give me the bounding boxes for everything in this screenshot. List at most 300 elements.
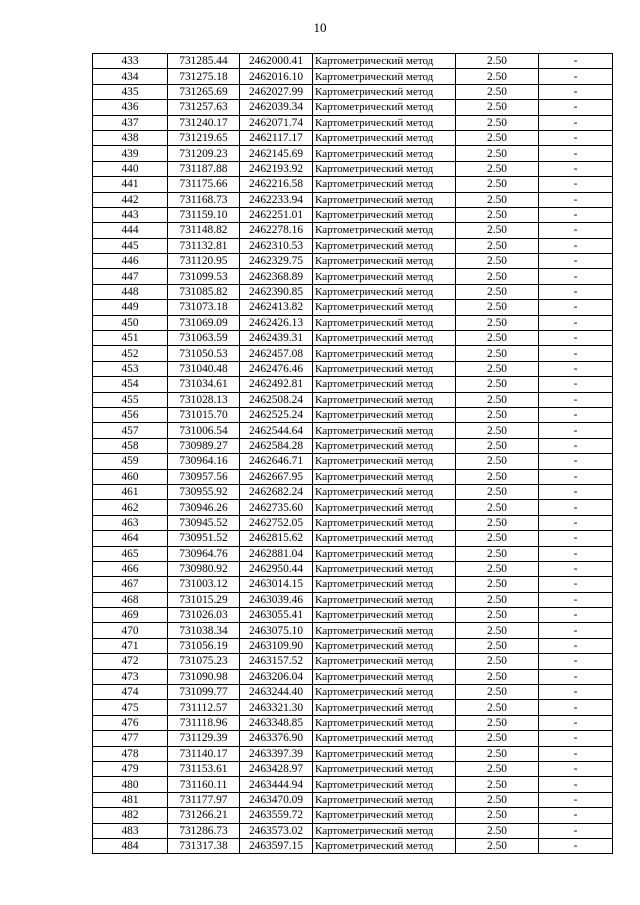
x-coordinate-cell: 731069.09 <box>168 315 240 330</box>
y-coordinate-cell: 2462525.24 <box>240 407 313 422</box>
x-coordinate-cell: 731160.11 <box>168 777 240 792</box>
x-coordinate-cell: 730955.92 <box>168 484 240 499</box>
precision-cell: 2.50 <box>456 761 539 776</box>
note-cell: - <box>539 823 613 838</box>
point-number-cell: 461 <box>93 484 168 499</box>
point-number-cell: 455 <box>93 392 168 407</box>
precision-cell: 2.50 <box>456 808 539 823</box>
precision-cell: 2.50 <box>456 223 539 238</box>
point-number-cell: 470 <box>93 623 168 638</box>
method-cell: Картометрический метод <box>313 761 456 776</box>
table-row <box>93 392 613 407</box>
table-row <box>93 207 613 222</box>
method-cell: Картометрический метод <box>313 377 456 392</box>
note-cell: - <box>539 207 613 222</box>
method-cell: Картометрический метод <box>313 54 456 69</box>
point-number-cell: 443 <box>93 207 168 222</box>
x-coordinate-cell: 731317.38 <box>168 838 240 853</box>
point-number-cell: 453 <box>93 361 168 376</box>
note-cell: - <box>539 146 613 161</box>
method-cell: Картометрический метод <box>313 300 456 315</box>
method-cell: Картометрический метод <box>313 685 456 700</box>
x-coordinate-cell: 730945.52 <box>168 515 240 530</box>
y-coordinate-cell: 2462508.24 <box>240 392 313 407</box>
note-cell: - <box>539 331 613 346</box>
point-number-cell: 475 <box>93 700 168 715</box>
table-row <box>93 746 613 761</box>
y-coordinate-cell: 2462439.31 <box>240 331 313 346</box>
precision-cell: 2.50 <box>456 454 539 469</box>
x-coordinate-cell: 731118.96 <box>168 715 240 730</box>
point-number-cell: 448 <box>93 284 168 299</box>
y-coordinate-cell: 2462544.64 <box>240 423 313 438</box>
precision-cell: 2.50 <box>456 100 539 115</box>
y-coordinate-cell: 2463055.41 <box>240 608 313 623</box>
table-row <box>93 284 613 299</box>
note-cell: - <box>539 777 613 792</box>
method-cell: Картометрический метод <box>313 315 456 330</box>
table-row <box>93 531 613 546</box>
note-cell: - <box>539 438 613 453</box>
note-cell: - <box>539 623 613 638</box>
precision-cell: 2.50 <box>456 577 539 592</box>
table-row <box>93 685 613 700</box>
method-cell: Картометрический метод <box>313 515 456 530</box>
table-row <box>93 100 613 115</box>
x-coordinate-cell: 731112.57 <box>168 700 240 715</box>
x-coordinate-cell: 730989.27 <box>168 438 240 453</box>
table-row <box>93 500 613 515</box>
table-row <box>93 54 613 69</box>
point-number-cell: 476 <box>93 715 168 730</box>
table-row <box>93 438 613 453</box>
note-cell: - <box>539 808 613 823</box>
x-coordinate-cell: 731240.17 <box>168 115 240 130</box>
point-number-cell: 452 <box>93 346 168 361</box>
note-cell: - <box>539 500 613 515</box>
table-row <box>93 823 613 838</box>
table-row <box>93 423 613 438</box>
method-cell: Картометрический метод <box>313 207 456 222</box>
method-cell: Картометрический метод <box>313 454 456 469</box>
table-row <box>93 331 613 346</box>
method-cell: Картометрический метод <box>313 623 456 638</box>
method-cell: Картометрический метод <box>313 608 456 623</box>
method-cell: Картометрический метод <box>313 254 456 269</box>
note-cell: - <box>539 592 613 607</box>
note-cell: - <box>539 361 613 376</box>
y-coordinate-cell: 2463157.52 <box>240 654 313 669</box>
note-cell: - <box>539 54 613 69</box>
point-number-cell: 480 <box>93 777 168 792</box>
table-row <box>93 669 613 684</box>
precision-cell: 2.50 <box>456 84 539 99</box>
x-coordinate-cell: 731038.34 <box>168 623 240 638</box>
note-cell: - <box>539 130 613 145</box>
method-cell: Картометрический метод <box>313 577 456 592</box>
y-coordinate-cell: 2462310.53 <box>240 238 313 253</box>
x-coordinate-cell: 731266.21 <box>168 808 240 823</box>
note-cell: - <box>539 654 613 669</box>
precision-cell: 2.50 <box>456 423 539 438</box>
method-cell: Картометрический метод <box>313 69 456 84</box>
y-coordinate-cell: 2462413.82 <box>240 300 313 315</box>
method-cell: Картометрический метод <box>313 638 456 653</box>
precision-cell: 2.50 <box>456 746 539 761</box>
point-number-cell: 454 <box>93 377 168 392</box>
y-coordinate-cell: 2463321.30 <box>240 700 313 715</box>
precision-cell: 2.50 <box>456 546 539 561</box>
table-row <box>93 115 613 130</box>
note-cell: - <box>539 269 613 284</box>
x-coordinate-cell: 730946.26 <box>168 500 240 515</box>
precision-cell: 2.50 <box>456 207 539 222</box>
table-row <box>93 808 613 823</box>
point-number-cell: 436 <box>93 100 168 115</box>
coordinates-table-body <box>93 54 613 854</box>
note-cell: - <box>539 392 613 407</box>
y-coordinate-cell: 2463206.04 <box>240 669 313 684</box>
table-row <box>93 515 613 530</box>
table-row <box>93 484 613 499</box>
point-number-cell: 484 <box>93 838 168 853</box>
method-cell: Картометрический метод <box>313 130 456 145</box>
y-coordinate-cell: 2463244.40 <box>240 685 313 700</box>
coordinates-table <box>92 53 613 854</box>
point-number-cell: 458 <box>93 438 168 453</box>
note-cell: - <box>539 423 613 438</box>
x-coordinate-cell: 731099.53 <box>168 269 240 284</box>
table-row <box>93 361 613 376</box>
precision-cell: 2.50 <box>456 407 539 422</box>
x-coordinate-cell: 731026.03 <box>168 608 240 623</box>
x-coordinate-cell: 731175.66 <box>168 177 240 192</box>
precision-cell: 2.50 <box>456 700 539 715</box>
point-number-cell: 473 <box>93 669 168 684</box>
x-coordinate-cell: 731034.61 <box>168 377 240 392</box>
table-row <box>93 161 613 176</box>
table-row <box>93 269 613 284</box>
note-cell: - <box>539 84 613 99</box>
point-number-cell: 471 <box>93 638 168 653</box>
y-coordinate-cell: 2462278.16 <box>240 223 313 238</box>
point-number-cell: 439 <box>93 146 168 161</box>
precision-cell: 2.50 <box>456 438 539 453</box>
method-cell: Картометрический метод <box>313 438 456 453</box>
table-row <box>93 146 613 161</box>
y-coordinate-cell: 2462251.01 <box>240 207 313 222</box>
note-cell: - <box>539 115 613 130</box>
point-number-cell: 450 <box>93 315 168 330</box>
precision-cell: 2.50 <box>456 484 539 499</box>
method-cell: Картометрический метод <box>313 346 456 361</box>
precision-cell: 2.50 <box>456 238 539 253</box>
method-cell: Картометрический метод <box>313 669 456 684</box>
table-row <box>93 838 613 853</box>
precision-cell: 2.50 <box>456 515 539 530</box>
y-coordinate-cell: 2462193.92 <box>240 161 313 176</box>
y-coordinate-cell: 2462457.08 <box>240 346 313 361</box>
point-number-cell: 441 <box>93 177 168 192</box>
note-cell: - <box>539 685 613 700</box>
precision-cell: 2.50 <box>456 638 539 653</box>
method-cell: Картометрический метод <box>313 654 456 669</box>
precision-cell: 2.50 <box>456 69 539 84</box>
precision-cell: 2.50 <box>456 777 539 792</box>
table-row <box>93 254 613 269</box>
point-number-cell: 438 <box>93 130 168 145</box>
point-number-cell: 482 <box>93 808 168 823</box>
x-coordinate-cell: 731168.73 <box>168 192 240 207</box>
table-row <box>93 561 613 576</box>
note-cell: - <box>539 700 613 715</box>
point-number-cell: 465 <box>93 546 168 561</box>
note-cell: - <box>539 531 613 546</box>
point-number-cell: 442 <box>93 192 168 207</box>
precision-cell: 2.50 <box>456 469 539 484</box>
method-cell: Картометрический метод <box>313 177 456 192</box>
x-coordinate-cell: 731209.23 <box>168 146 240 161</box>
table-row <box>93 192 613 207</box>
table-row <box>93 84 613 99</box>
x-coordinate-cell: 730964.16 <box>168 454 240 469</box>
precision-cell: 2.50 <box>456 346 539 361</box>
note-cell: - <box>539 715 613 730</box>
table-row <box>93 238 613 253</box>
table-row <box>93 407 613 422</box>
point-number-cell: 444 <box>93 223 168 238</box>
x-coordinate-cell: 731073.18 <box>168 300 240 315</box>
x-coordinate-cell: 731075.23 <box>168 654 240 669</box>
x-coordinate-cell: 731040.48 <box>168 361 240 376</box>
table-row <box>93 469 613 484</box>
y-coordinate-cell: 2463428.97 <box>240 761 313 776</box>
table-row <box>93 546 613 561</box>
table-row <box>93 761 613 776</box>
x-coordinate-cell: 731153.61 <box>168 761 240 776</box>
y-coordinate-cell: 2463014.15 <box>240 577 313 592</box>
point-number-cell: 446 <box>93 254 168 269</box>
point-number-cell: 447 <box>93 269 168 284</box>
x-coordinate-cell: 731006.54 <box>168 423 240 438</box>
y-coordinate-cell: 2462682.24 <box>240 484 313 499</box>
table-row <box>93 577 613 592</box>
y-coordinate-cell: 2462039.34 <box>240 100 313 115</box>
note-cell: - <box>539 638 613 653</box>
point-number-cell: 464 <box>93 531 168 546</box>
y-coordinate-cell: 2462492.81 <box>240 377 313 392</box>
point-number-cell: 451 <box>93 331 168 346</box>
point-number-cell: 435 <box>93 84 168 99</box>
precision-cell: 2.50 <box>456 823 539 838</box>
table-row <box>93 454 613 469</box>
method-cell: Картометрический метод <box>313 84 456 99</box>
method-cell: Картометрический метод <box>313 238 456 253</box>
y-coordinate-cell: 2462735.60 <box>240 500 313 515</box>
x-coordinate-cell: 731129.39 <box>168 731 240 746</box>
y-coordinate-cell: 2463348.85 <box>240 715 313 730</box>
table-row <box>93 654 613 669</box>
precision-cell: 2.50 <box>456 838 539 853</box>
x-coordinate-cell: 731090.98 <box>168 669 240 684</box>
point-number-cell: 457 <box>93 423 168 438</box>
method-cell: Картометрический метод <box>313 161 456 176</box>
y-coordinate-cell: 2462950.44 <box>240 561 313 576</box>
x-coordinate-cell: 731219.65 <box>168 130 240 145</box>
x-coordinate-cell: 731257.63 <box>168 100 240 115</box>
table-row <box>93 608 613 623</box>
point-number-cell: 460 <box>93 469 168 484</box>
y-coordinate-cell: 2462752.05 <box>240 515 313 530</box>
x-coordinate-cell: 731085.82 <box>168 284 240 299</box>
x-coordinate-cell: 731003.12 <box>168 577 240 592</box>
note-cell: - <box>539 761 613 776</box>
note-cell: - <box>539 177 613 192</box>
note-cell: - <box>539 238 613 253</box>
y-coordinate-cell: 2462216.58 <box>240 177 313 192</box>
table-row <box>93 69 613 84</box>
y-coordinate-cell: 2463397.39 <box>240 746 313 761</box>
note-cell: - <box>539 546 613 561</box>
table-row <box>93 223 613 238</box>
note-cell: - <box>539 469 613 484</box>
y-coordinate-cell: 2462584.28 <box>240 438 313 453</box>
precision-cell: 2.50 <box>456 731 539 746</box>
method-cell: Картометрический метод <box>313 223 456 238</box>
note-cell: - <box>539 254 613 269</box>
note-cell: - <box>539 100 613 115</box>
x-coordinate-cell: 731063.59 <box>168 331 240 346</box>
note-cell: - <box>539 69 613 84</box>
method-cell: Картометрический метод <box>313 100 456 115</box>
precision-cell: 2.50 <box>456 146 539 161</box>
precision-cell: 2.50 <box>456 623 539 638</box>
point-number-cell: 445 <box>93 238 168 253</box>
note-cell: - <box>539 161 613 176</box>
y-coordinate-cell: 2462027.99 <box>240 84 313 99</box>
precision-cell: 2.50 <box>456 654 539 669</box>
note-cell: - <box>539 192 613 207</box>
y-coordinate-cell: 2463109.90 <box>240 638 313 653</box>
table-row <box>93 792 613 807</box>
note-cell: - <box>539 515 613 530</box>
precision-cell: 2.50 <box>456 269 539 284</box>
y-coordinate-cell: 2462476.46 <box>240 361 313 376</box>
precision-cell: 2.50 <box>456 561 539 576</box>
y-coordinate-cell: 2463470.09 <box>240 792 313 807</box>
method-cell: Картометрический метод <box>313 777 456 792</box>
y-coordinate-cell: 2462233.94 <box>240 192 313 207</box>
point-number-cell: 440 <box>93 161 168 176</box>
point-number-cell: 437 <box>93 115 168 130</box>
note-cell: - <box>539 454 613 469</box>
precision-cell: 2.50 <box>456 392 539 407</box>
note-cell: - <box>539 731 613 746</box>
x-coordinate-cell: 731275.18 <box>168 69 240 84</box>
x-coordinate-cell: 730980.92 <box>168 561 240 576</box>
x-coordinate-cell: 731056.19 <box>168 638 240 653</box>
precision-cell: 2.50 <box>456 377 539 392</box>
precision-cell: 2.50 <box>456 130 539 145</box>
point-number-cell: 433 <box>93 54 168 69</box>
table-row <box>93 623 613 638</box>
table-row <box>93 715 613 730</box>
method-cell: Картометрический метод <box>313 407 456 422</box>
y-coordinate-cell: 2463597.15 <box>240 838 313 853</box>
table-row <box>93 731 613 746</box>
precision-cell: 2.50 <box>456 608 539 623</box>
note-cell: - <box>539 377 613 392</box>
note-cell: - <box>539 407 613 422</box>
method-cell: Картометрический метод <box>313 700 456 715</box>
x-coordinate-cell: 731015.29 <box>168 592 240 607</box>
precision-cell: 2.50 <box>456 300 539 315</box>
note-cell: - <box>539 792 613 807</box>
y-coordinate-cell: 2462667.95 <box>240 469 313 484</box>
x-coordinate-cell: 731120.95 <box>168 254 240 269</box>
note-cell: - <box>539 561 613 576</box>
y-coordinate-cell: 2463559.72 <box>240 808 313 823</box>
note-cell: - <box>539 223 613 238</box>
y-coordinate-cell: 2462000.41 <box>240 54 313 69</box>
y-coordinate-cell: 2463573.02 <box>240 823 313 838</box>
precision-cell: 2.50 <box>456 592 539 607</box>
table-row <box>93 300 613 315</box>
method-cell: Картометрический метод <box>313 746 456 761</box>
x-coordinate-cell: 731099.77 <box>168 685 240 700</box>
x-coordinate-cell: 731028.13 <box>168 392 240 407</box>
point-number-cell: 479 <box>93 761 168 776</box>
precision-cell: 2.50 <box>456 284 539 299</box>
point-number-cell: 449 <box>93 300 168 315</box>
y-coordinate-cell: 2463376.90 <box>240 731 313 746</box>
method-cell: Картометрический метод <box>313 808 456 823</box>
table-row <box>93 346 613 361</box>
method-cell: Картометрический метод <box>313 331 456 346</box>
point-number-cell: 472 <box>93 654 168 669</box>
method-cell: Картометрический метод <box>313 192 456 207</box>
x-coordinate-cell: 731140.17 <box>168 746 240 761</box>
y-coordinate-cell: 2462815.62 <box>240 531 313 546</box>
point-number-cell: 483 <box>93 823 168 838</box>
method-cell: Картометрический метод <box>313 823 456 838</box>
precision-cell: 2.50 <box>456 715 539 730</box>
note-cell: - <box>539 315 613 330</box>
point-number-cell: 434 <box>93 69 168 84</box>
method-cell: Картометрический метод <box>313 838 456 853</box>
x-coordinate-cell: 731132.81 <box>168 238 240 253</box>
precision-cell: 2.50 <box>456 361 539 376</box>
y-coordinate-cell: 2462117.17 <box>240 130 313 145</box>
method-cell: Картометрический метод <box>313 269 456 284</box>
method-cell: Картометрический метод <box>313 500 456 515</box>
method-cell: Картометрический метод <box>313 592 456 607</box>
y-coordinate-cell: 2462881.04 <box>240 546 313 561</box>
precision-cell: 2.50 <box>456 685 539 700</box>
point-number-cell: 481 <box>93 792 168 807</box>
method-cell: Картометрический метод <box>313 392 456 407</box>
point-number-cell: 474 <box>93 685 168 700</box>
x-coordinate-cell: 731286.73 <box>168 823 240 838</box>
table-row <box>93 638 613 653</box>
point-number-cell: 467 <box>93 577 168 592</box>
y-coordinate-cell: 2462368.89 <box>240 269 313 284</box>
precision-cell: 2.50 <box>456 315 539 330</box>
note-cell: - <box>539 608 613 623</box>
x-coordinate-cell: 730951.52 <box>168 531 240 546</box>
method-cell: Картометрический метод <box>313 469 456 484</box>
y-coordinate-cell: 2463039.46 <box>240 592 313 607</box>
